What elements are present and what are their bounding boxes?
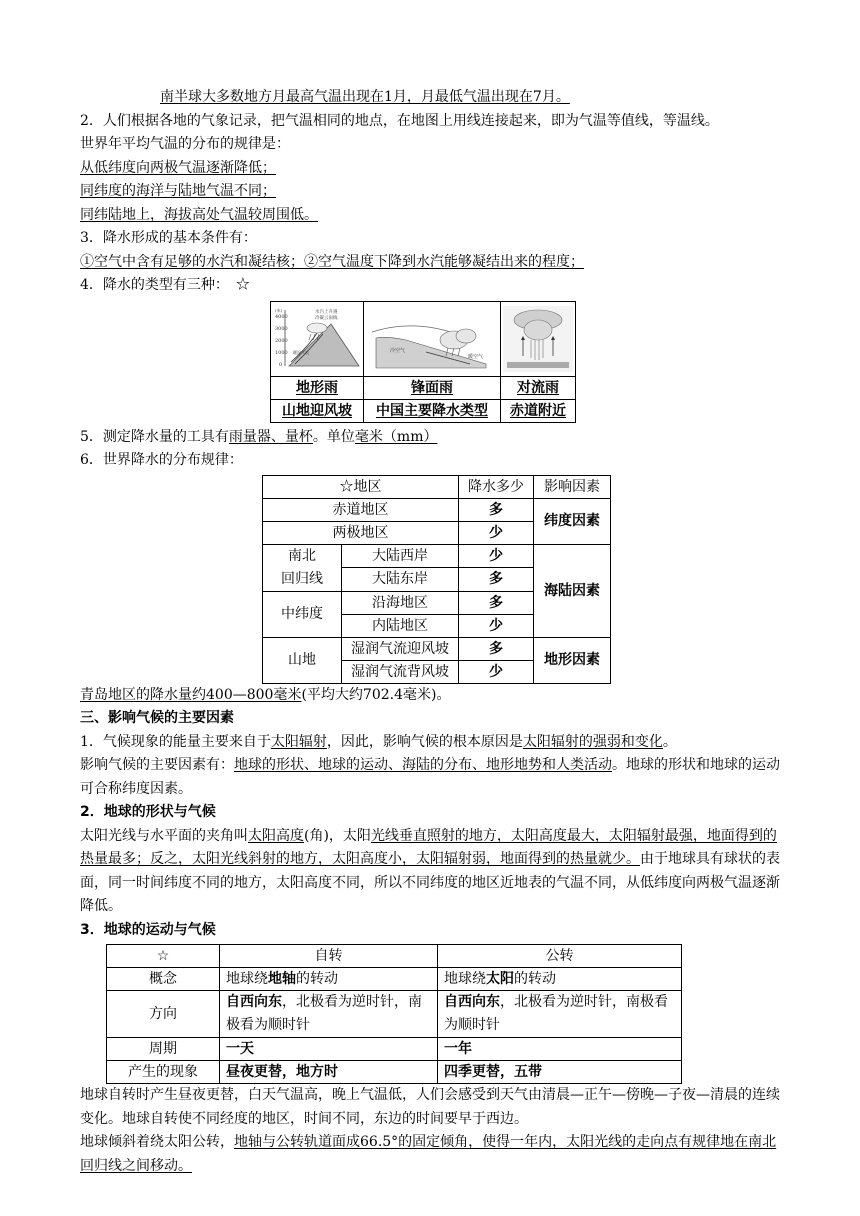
dist-region: 两极地区 <box>263 521 459 544</box>
temp-rule-heading: 世界年平均气温的分布的规律是： <box>80 136 290 152</box>
rain-type-frontal: 锋面雨 <box>411 379 453 396</box>
dist-group-mountain: 山地 <box>263 637 342 683</box>
motion-row-label: 产生的现象 <box>107 1061 220 1084</box>
motion-row-label: 方向 <box>107 991 220 1038</box>
warm-air-label: 暖空气 <box>468 353 484 360</box>
rain-place-frontal: 中国主要降水类型 <box>376 402 488 419</box>
qingdao-range: 青岛地区的降水量约400—800毫米 <box>80 686 302 703</box>
document-page <box>80 86 780 1178</box>
precip-dist-heading: 6．世界降水的分布规律： <box>80 452 243 468</box>
sun-altitude-paragraph: 太阳光线与水平面的夹角叫太阳高度(角)，太阳光线垂直照射的地方，太阳高度最大，太阳辐射最强，地面得到的热量最多；反之，太阳光线斜射的地方，太阳高度小，太阳辐射弱，地面得到的热量就少。由于地球具有球状的表面，同一时间纬度不同的地方，太阳高度不同，所以不同纬度的地区近地表的气温不同，从低纬度向两极气温逐渐降低。 <box>80 827 780 914</box>
motion-header-star: ☆ <box>107 945 220 968</box>
dist-factor-land-sea: 海陆因素 <box>534 544 611 637</box>
dist-group-midlat: 中纬度 <box>263 591 342 637</box>
revolution-period: 一年 <box>438 1038 682 1061</box>
measure-text-a: 5．测定降水量的工具有 <box>80 428 229 445</box>
south-hemisphere-temp-note: 南半球大多数地方月最高气温出现在1月，月最低气温出现在7月。 <box>160 89 570 105</box>
axis-unit: (米) <box>275 307 283 313</box>
precip-condition-heading: 3．降水形成的基本条件有： <box>80 230 257 246</box>
sun-altitude-term: 太阳高度 <box>248 827 304 844</box>
precip-types-table <box>270 301 576 423</box>
rotation-direction: 自西向东，北极看为逆时针，南极看为顺时针 <box>220 991 438 1038</box>
dist-header-factor: 影响因素 <box>534 475 611 498</box>
measure-tools: 雨量器、量杯 <box>228 428 313 445</box>
fig-label-moist: 暖湿气流 <box>293 349 309 355</box>
rain-place-orographic: 山地迎风坡 <box>282 402 352 419</box>
axis-label-2000: 2000 <box>275 337 288 344</box>
direct-ray-explanation: 光线垂直照射的地方，太阳高度最大，太阳辐射最强，地面得到的热量最多；反之，太阳光线斜射的地方，太阳高度小，太阳辐射弱，地面得到的热量就少。 <box>80 827 777 867</box>
axis-label-3000: 3000 <box>275 325 288 332</box>
subheading-motion: 3．地球的运动与气候 <box>80 921 216 938</box>
dist-region: 内陆地区 <box>342 614 459 637</box>
revolution-concept: 地球绕太阳的转动 <box>438 968 682 991</box>
root-cause: 太阳辐射的强弱和变化 <box>522 733 663 750</box>
precip-conditions: ①空气中含有足够的水汽和凝结核；②空气温度下降到水汽能够凝结出来的程度； <box>80 253 584 270</box>
main-factors-paragraph: 影响气候的主要因素有：地球的形状、地球的运动、海陆的分布、地形地势和人类活动。地球的形状和地球的运动可合称纬度因素。 <box>80 757 780 797</box>
measure-line <box>80 426 780 450</box>
dist-region: 湿润气流迎风坡 <box>342 637 459 660</box>
energy-line: 1．气候现象的能量主要来自于太阳辐射，因此，影响气候的根本原因是太阳辐射的强弱和变化。 <box>80 733 677 750</box>
isotherm-line: 2．人们根据各地的气象记录，把气温相同的地点，在地图上用线连接起来，即为气温等值线，等温线。 <box>80 112 719 129</box>
text-line <box>80 86 780 110</box>
rotation-phenomena: 昼夜更替，地方时 <box>220 1061 438 1084</box>
qingdao-line <box>80 684 780 708</box>
dist-amount: 多 <box>459 498 534 521</box>
dist-amount: 多 <box>459 637 534 660</box>
motion-row-label: 概念 <box>107 968 220 991</box>
dist-factor-latitude: 纬度因素 <box>534 498 611 544</box>
axis-label-1000: 1000 <box>275 349 288 356</box>
subheading-shape: 2．地球的形状与气候 <box>80 804 216 820</box>
orographic-rain-figure <box>271 301 364 376</box>
axis-label-0: 0 <box>279 361 283 368</box>
dist-amount: 多 <box>459 591 534 614</box>
fig-label-top2: 冷凝云雨线 <box>315 315 338 321</box>
dist-factor-terrain: 地形因素 <box>534 637 611 683</box>
rotation-paragraph: 地球自转时产生昼夜更替，白天气温高，晚上气温低，人们会感受到天气由清晨—正午—傍晚—子夜—清晨的连续变化。地球自转使不同经度的地区，时间不同，东边的时间要早于西边。 <box>80 1087 780 1127</box>
section-heading-climate-factors: 三、影响气候的主要因素 <box>80 710 234 726</box>
qingdao-average: (平均大约702.4毫米)。 <box>301 686 451 703</box>
motion-header-rotation: 自转 <box>220 945 438 968</box>
dist-region: 赤道地区 <box>263 498 459 521</box>
main-factors: 地球的形状、地球的运动、海陆的分布、地形地势和人类活动 <box>234 757 612 773</box>
precip-distribution-table <box>262 475 611 684</box>
convective-rain-figure <box>501 301 576 376</box>
precip-types-heading: 4．降水的类型有三种： ☆ <box>80 277 250 293</box>
dist-header-region: ☆地区 <box>263 475 459 498</box>
dist-group-tropics: 南北 回归线 <box>263 544 342 591</box>
dist-amount: 少 <box>459 614 534 637</box>
measure-unit: 毫米（mm） <box>354 428 438 445</box>
revolution-direction: 自西向东，北极看为逆时针，南极看为顺时针 <box>438 991 682 1038</box>
rotation-concept: 地球绕地轴的转动 <box>220 968 438 991</box>
dist-amount: 少 <box>459 544 534 568</box>
dist-region: 大陆西岸 <box>342 544 459 568</box>
rain-place-convective: 赤道附近 <box>510 402 566 419</box>
motion-row-label: 周期 <box>107 1038 220 1061</box>
measure-text-c: 。单位 <box>312 428 355 445</box>
dist-header-amount: 降水多少 <box>459 475 534 498</box>
temp-rule-1: 从低纬度向两极气温逐渐降低； <box>80 159 276 176</box>
motion-header-revolution: 公转 <box>438 945 682 968</box>
rain-type-orographic: 地形雨 <box>296 379 338 396</box>
axis-tilt-explanation: 地轴与公转轨道面成66.5°的固定倾角，使得一年内，太阳光线的走向点有规律地在南北回归线之间移动。 <box>80 1134 777 1174</box>
axis-label-4000: 4000 <box>275 313 288 320</box>
dist-amount: 少 <box>459 660 534 683</box>
temp-rule-2: 同纬度的海洋与陆地气温不同； <box>80 183 276 199</box>
dist-amount: 多 <box>459 568 534 592</box>
dist-region: 沿海地区 <box>342 591 459 614</box>
earth-motion-table <box>106 944 682 1084</box>
rain-type-convective: 对流雨 <box>517 379 559 396</box>
solar-radiation: 太阳辐射 <box>270 733 327 750</box>
frontal-rain-figure <box>364 301 501 376</box>
revolution-phenomena: 四季更替，五带 <box>438 1061 682 1084</box>
dist-region: 大陆东岸 <box>342 568 459 592</box>
dist-amount: 少 <box>459 521 534 544</box>
dist-region: 湿润气流背风坡 <box>342 660 459 683</box>
cold-air-label: 冷空气 <box>390 347 406 354</box>
fig-label-top: 水汽上升遇 <box>315 309 338 315</box>
rotation-period: 一天 <box>220 1038 438 1061</box>
revolution-paragraph: 地球倾斜着绕太阳公转，地轴与公转轨道面成66.5°的固定倾角，使得一年内，太阳光线的走向点有规律地在南北回归线之间移动。 <box>80 1134 777 1174</box>
temp-rule-3: 同纬陆地上，海拔高处气温较周围低。 <box>80 206 318 223</box>
